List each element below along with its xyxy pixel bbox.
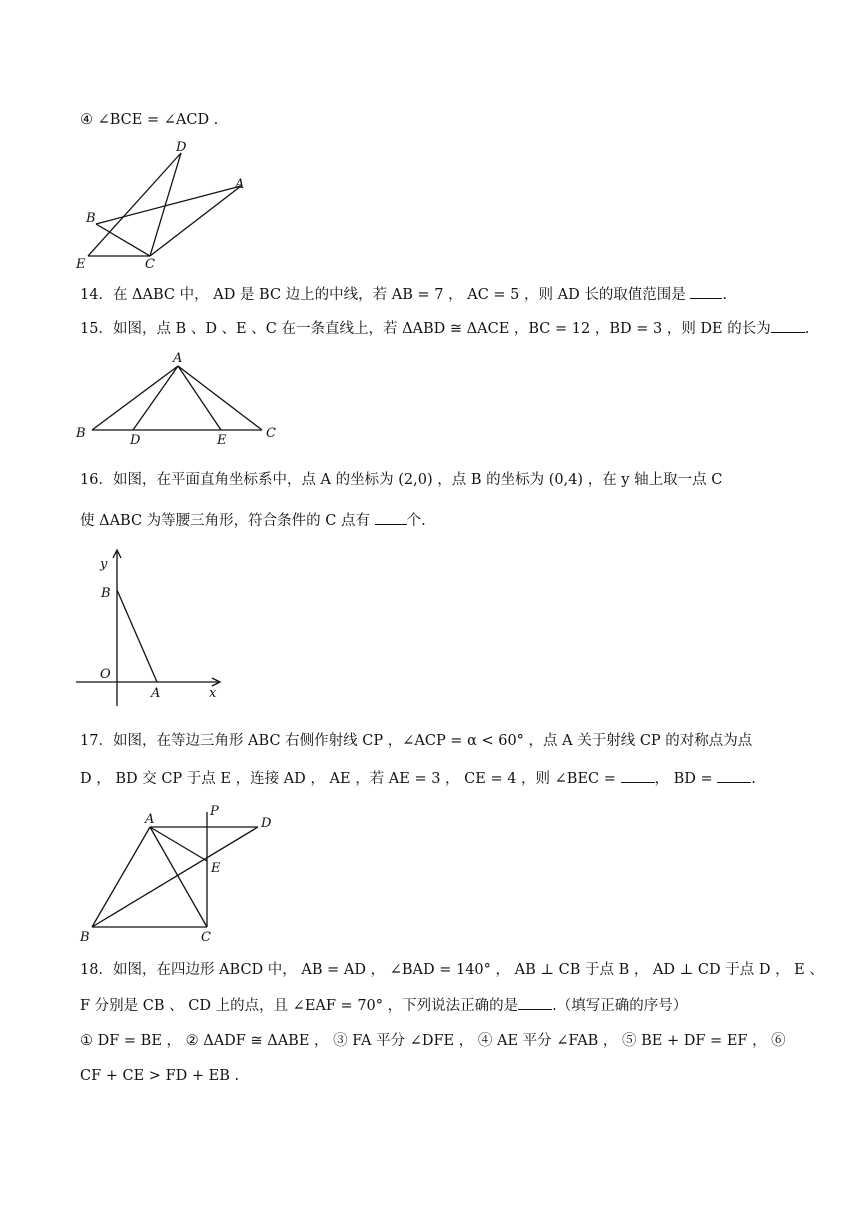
question-18-options: ① DF = BE ， ② ΔADF ≅ ΔABE ， ③ FA 平分 ∠DFE ， ④ AE 平分 ∠FAB ， ⑤ BE + DF = EF ， ⑥ [80,1033,786,1049]
fig15-label-c: C [266,426,276,441]
fig17-label-e: E [211,861,221,876]
fig13-label-c: C [145,257,155,272]
fig17-label-b: B [80,930,90,945]
fig16-label-b: B [101,586,111,601]
q14-text: 14．在 ΔABC 中， AD 是 BC 边上的中线，若 AB = 7 ， AC = 5 ，则 AD 长的取值范围是 [80,287,691,303]
question-17-line-1: 17．如图，在等边三角形 ABC 右侧作射线 CP ，∠ACP = α < 60° ，点 A 关于射线 CP 的对称点为点 [80,733,753,749]
q16-end: 个. [406,513,426,529]
fig15-label-b: B [76,426,86,441]
q15-text: 15．如图，点 B 、D 、E 、C 在一条直线上，若 ΔABD ≅ ΔACE ，BC = 12 ，BD = 3 ，则 DE 的长为 [80,321,771,337]
fig15-label-d: D [130,433,141,448]
q17-mid: ， BD = [654,771,718,787]
fig16-label-x: x [209,686,217,701]
fig13-label-d: D [176,140,187,155]
fig17-label-a: A [145,812,155,827]
q18-answer-blank[interactable] [518,995,552,1010]
question-16-line-1: 16．如图，在平面直角坐标系中，点 A 的坐标为 (2,0) ，点 B 的坐标为 (0,4) ，在 y 轴上取一点 C [80,472,723,488]
q15-end: . [804,321,810,337]
question-18-line-2 [80,995,687,1016]
q13-item-4: ④ ∠BCE = ∠ACD . [80,112,219,128]
q18-end: .（填写正确的序号） [552,998,688,1014]
fig17-label-p: P [210,804,219,819]
fig15-label-a: A [173,351,183,366]
fig16-label-y: y [100,557,108,572]
q16-text: 使 ΔABC 为等腰三角形，符合条件的 C 点有 [80,513,375,529]
q17-text: D ， BD 交 CP 于点 E ，连接 AD ， AE ，若 AE = 3 ， CE = 4 ，则 ∠BEC = [80,771,621,787]
q17-end: . [751,771,756,787]
fig16-label-a: A [151,686,161,701]
q14-end: . [722,287,728,303]
q18-text: F 分别是 CB 、 CD 上的点，且 ∠EAF = 70° ，下列说法正确的是 [80,998,519,1014]
fig13-label-e: E [76,257,86,272]
fig15-label-e: E [217,433,227,448]
fig13-label-b: B [86,211,96,226]
question-18-line-1: 18．如图，在四边形 ABCD 中， AB = AD ， ∠BAD = 140° ， AB ⊥ CB 于点 B ， AD ⊥ CD 于点 D ， E 、 [80,962,824,978]
question-18-option-6: CF + CE > FD + EB . [80,1068,240,1084]
fig13-label-a: A [235,177,245,192]
fig17-label-d: D [261,816,272,831]
fig17-label-c: C [201,930,211,945]
fig16-label-o: O [100,667,111,682]
